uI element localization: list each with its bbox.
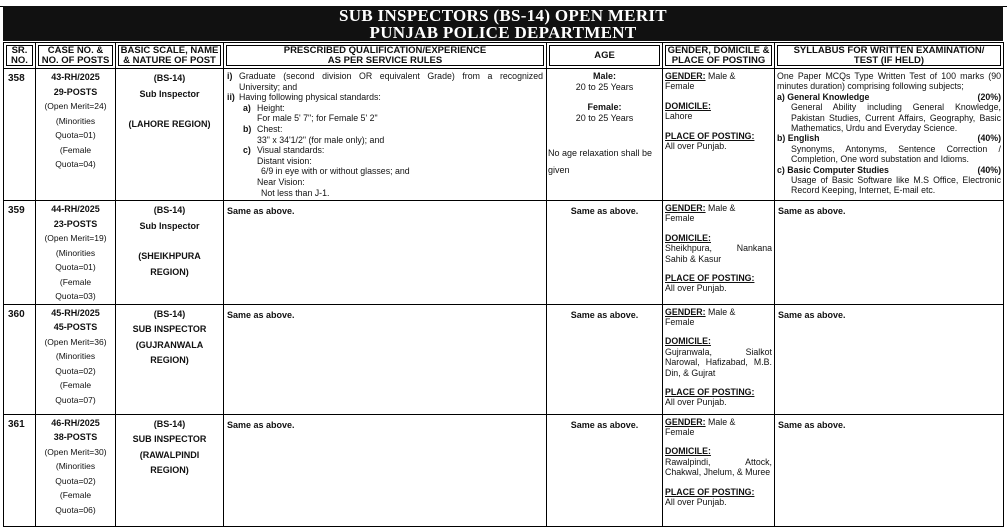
header-gender-domicile: GENDER, DOMICILE & PLACE OF POSTING xyxy=(663,43,775,69)
syllabus-cell: Same as above. xyxy=(775,414,1004,526)
age-cell: Same as above. xyxy=(547,414,663,526)
page-banner xyxy=(3,6,1003,41)
post-cell: (BS-14) SUB INSPECTOR (GUJRANWALA REGION) xyxy=(116,304,224,414)
age-cell: Male: 20 to 25 Years Female: 20 to 25 Years No age relaxation shall be given xyxy=(547,69,663,201)
sr-number: 361 xyxy=(4,414,36,526)
header-basic-scale: BASIC SCALE, NAME & NATURE OF POST xyxy=(116,43,224,69)
sr-number: 360 xyxy=(4,304,36,414)
syllabus-cell: Same as above. xyxy=(775,201,1004,305)
header-syllabus: SYLLABUS FOR WRITTEN EXAMINATION/ TEST (IF HELD) xyxy=(775,43,1004,69)
case-cell: 46-RH/2025 38-POSTS (Open Merit=30) (Minorities Quota=02) (Female Quota=06) xyxy=(36,414,116,526)
age-cell: Same as above. xyxy=(547,304,663,414)
gender-domicile-cell: GENDER: Male & Female DOMICILE: Sheikhpura, Nankana Sahib & Kasur PLACE OF POSTING: All over Punjab. xyxy=(663,201,775,305)
post-cell: (BS-14) Sub Inspector (SHEIKHPURA REGION) xyxy=(116,201,224,305)
merit-table xyxy=(3,42,1004,527)
gender-domicile-cell: GENDER: Male & Female DOMICILE: Gujranwala, Sialkot Narowal, Hafizabad, M.B. Din, & Gujrat PLACE OF POSTING: All over Punjab. xyxy=(663,304,775,414)
qualification-cell: Same as above. xyxy=(224,414,547,526)
table-row xyxy=(4,69,1004,201)
syllabus-cell: Same as above. xyxy=(775,304,1004,414)
case-cell: 43-RH/2025 29-POSTS (Open Merit=24) (Minorities Quota=01) (Female Quota=04) xyxy=(36,69,116,201)
sr-number: 358 xyxy=(4,69,36,201)
sr-number: 359 xyxy=(4,201,36,305)
post-cell: (BS-14) SUB INSPECTOR (RAWALPINDI REGION) xyxy=(116,414,224,526)
post-cell: (BS-14) Sub Inspector (LAHORE REGION) xyxy=(116,69,224,201)
age-cell: Same as above. xyxy=(547,201,663,305)
header-sr: SR. NO. xyxy=(4,43,36,69)
header-qualification: PRESCRIBED QUALIFICATION/EXPERIENCE AS PER SERVICE RULES xyxy=(224,43,547,69)
qualification-cell: Same as above. xyxy=(224,201,547,305)
banner-title: SUB INSPECTORS (BS-14) OPEN MERIT xyxy=(339,6,667,25)
syllabus-cell: One Paper MCQs Type Written Test of 100 marks (90 minutes duration) comprising following subjects; a) General Knowledge (20%) General Ability including General Knowledge, Pakistan Studies, Current Affairs, Geography, Basic Mathematics, Urdu and Everyday Science. b) English (40%) Synonyms, Antonyms, Sentence Correction / Completion, One word substation and Idioms. c) Basic Computer Studies (40%) Usage of Basic Software like M.S Office, Electronic Record Keeping, Internet, E-mail etc. xyxy=(775,69,1004,201)
qualification-cell: i) Graduate (second division OR equivalent Grade) from a recognized University; and ii) Having following physical standards: a) Height: For male 5' 7"; for Female 5' 2" b) Chest: 33" x 34'1/2" (for male only); and c) Visual standards: Distant vision: 6/9 in eye with or without glasses; and Near Vision: Not less than J-1. xyxy=(224,69,547,201)
case-cell: 45-RH/2025 45-POSTS (Open Merit=36) (Minorities Quota=02) (Female Quota=07) xyxy=(36,304,116,414)
case-cell: 44-RH/2025 23-POSTS (Open Merit=19) (Minorities Quota=01) (Female Quota=03) xyxy=(36,201,116,305)
qualification-cell: Same as above. xyxy=(224,304,547,414)
table-row xyxy=(4,201,1004,305)
gender-domicile-cell: GENDER: Male & Female DOMICILE: Rawalpindi, Attock, Chakwal, Jhelum, & Muree PLACE OF POSTING: All over Punjab. xyxy=(663,414,775,526)
banner-department: PUNJAB POLICE DEPARTMENT xyxy=(369,23,637,42)
table-row xyxy=(4,414,1004,526)
table-row xyxy=(4,304,1004,414)
header-case: CASE NO. & NO. OF POSTS xyxy=(36,43,116,69)
gender-domicile-cell: GENDER: Male & Female DOMICILE: Lahore PLACE OF POSTING: All over Punjab. xyxy=(663,69,775,201)
header-row xyxy=(4,43,1004,69)
header-age: AGE xyxy=(547,43,663,69)
